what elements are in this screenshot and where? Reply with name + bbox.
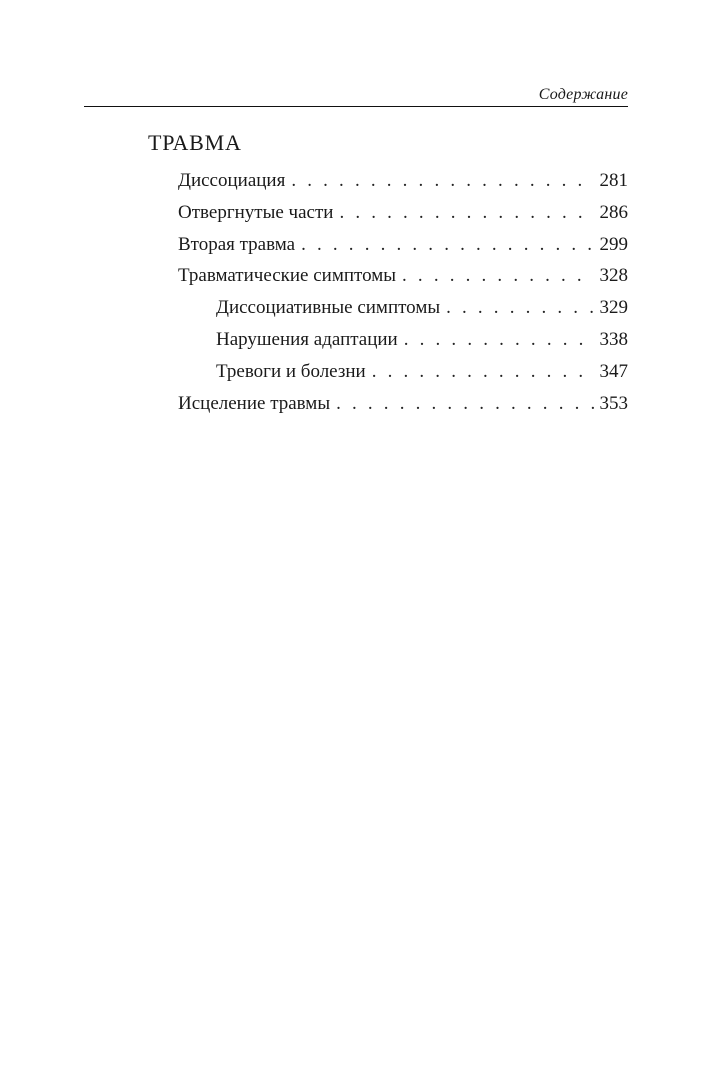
toc-entry-page: 281 bbox=[599, 170, 628, 191]
toc-entry-page: 347 bbox=[599, 360, 628, 382]
header-rule bbox=[84, 106, 628, 107]
toc-entry-page: 338 bbox=[599, 328, 628, 350]
toc-entry-page: 299 bbox=[599, 233, 628, 255]
dot-leader bbox=[301, 234, 593, 256]
toc-entry-label: Тревоги и болезни bbox=[216, 360, 366, 382]
dot-leader bbox=[402, 265, 593, 287]
toc-entry-page: 329 bbox=[599, 297, 628, 319]
table-of-contents bbox=[178, 170, 628, 424]
running-head: Содержание bbox=[538, 86, 628, 103]
toc-entry[interactable] bbox=[178, 265, 628, 297]
toc-entry[interactable] bbox=[178, 393, 628, 425]
toc-entry[interactable] bbox=[178, 170, 628, 202]
toc-entry-page: 286 bbox=[599, 201, 628, 223]
dot-leader bbox=[336, 393, 593, 415]
toc-entry[interactable] bbox=[178, 234, 628, 266]
toc-entry-label: Отвергнутые части bbox=[178, 201, 334, 223]
dot-leader bbox=[291, 170, 593, 192]
dot-leader bbox=[339, 202, 593, 224]
toc-subentry[interactable] bbox=[178, 361, 628, 393]
toc-entry-label: Исцеление травмы bbox=[178, 392, 331, 414]
toc-entry-label: Нарушения адаптации bbox=[216, 328, 398, 350]
toc-entry-page: 328 bbox=[599, 265, 628, 287]
dot-leader bbox=[404, 329, 594, 351]
toc-subentry[interactable] bbox=[178, 329, 628, 361]
toc-entry-page: 353 bbox=[599, 392, 628, 414]
toc-entry-label: Диссоциация bbox=[178, 170, 286, 191]
section-title: ТРАВМА bbox=[148, 130, 242, 155]
toc-entry-label: Диссоциативные симптомы bbox=[216, 297, 441, 319]
dot-leader bbox=[372, 361, 594, 383]
toc-entry[interactable] bbox=[178, 202, 628, 234]
toc-entry-label: Травматические симптомы bbox=[178, 265, 397, 287]
toc-entry-label: Вторая травма bbox=[178, 233, 296, 255]
toc-subentry[interactable] bbox=[178, 297, 628, 329]
dot-leader bbox=[446, 297, 593, 319]
